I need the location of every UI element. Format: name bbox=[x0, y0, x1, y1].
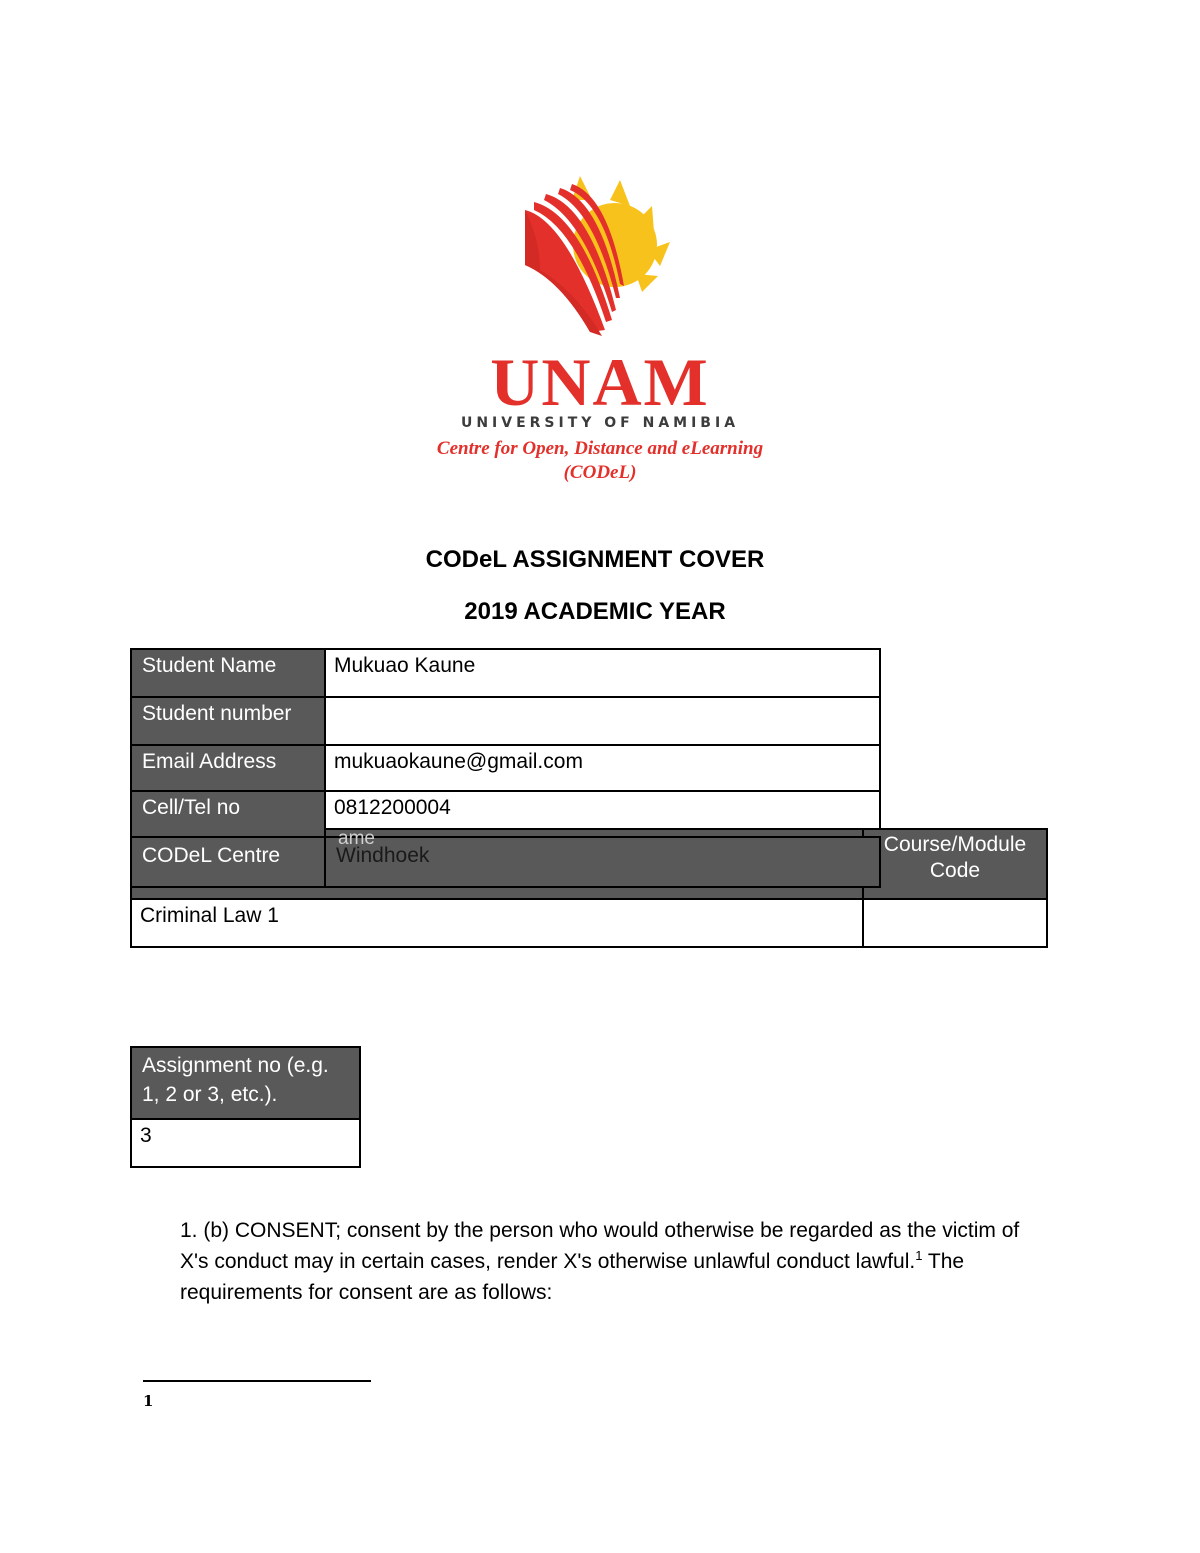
course-code-header-text: Course/Module Code bbox=[883, 833, 1027, 882]
academic-year: 2019 ACADEMIC YEAR bbox=[464, 598, 726, 625]
logo-centre-name bbox=[380, 437, 820, 485]
unam-logo-mark bbox=[520, 170, 680, 340]
student-number-label: Student number bbox=[130, 696, 326, 746]
logo-university-name: UNIVERSITY OF NAMIBIA bbox=[460, 415, 740, 431]
email-value: mukuaokaune@gmail.com bbox=[324, 744, 881, 792]
footnote-reference[interactable]: 1 bbox=[915, 1248, 923, 1263]
logo-centre-line1: Centre for Open, Distance and eLearning bbox=[436, 438, 764, 459]
assignment-no-header: Assignment no (e.g. 1, 2 or 3, etc.). bbox=[130, 1046, 361, 1120]
logo-wordmark: UNAM bbox=[490, 344, 710, 420]
footnote-number: 1 bbox=[143, 1392, 154, 1410]
cell-tel-label: Cell/Tel no bbox=[130, 790, 326, 838]
paragraph-text: 1. (b) CONSENT; consent by the person who would otherwise be regarded as the victim of X's conduct may in certain cases, render X's otherwise unlawful conduct lawful. bbox=[180, 1219, 1020, 1273]
cover-title: CODeL ASSIGNMENT COVER bbox=[425, 546, 765, 573]
paragraph-tail: The requirements for consent are as follows: bbox=[180, 1250, 965, 1304]
body-paragraph bbox=[180, 1215, 1040, 1308]
assignment-no-value: 3 bbox=[130, 1118, 361, 1168]
course-name-cell bbox=[130, 898, 864, 948]
codel-centre-value bbox=[324, 836, 881, 888]
course-code-header bbox=[862, 828, 1048, 900]
course-name-value: Criminal Law 1 bbox=[140, 904, 279, 927]
email-label: Email Address bbox=[130, 744, 326, 792]
logo-centre-line2: (CODeL) bbox=[563, 462, 637, 483]
codel-centre-value-text: Windhoek bbox=[336, 844, 430, 867]
student-number-value bbox=[324, 696, 881, 746]
cell-tel-value: 0812200004 bbox=[324, 790, 881, 830]
overlap-text-fragment: ame bbox=[338, 828, 375, 849]
student-name-label: Student Name bbox=[130, 648, 326, 698]
codel-centre-label: CODeL Centre bbox=[130, 836, 326, 888]
course-code-cell bbox=[862, 898, 1048, 948]
footnote-separator bbox=[143, 1380, 371, 1382]
student-name-value: Mukuao Kaune bbox=[324, 648, 881, 698]
